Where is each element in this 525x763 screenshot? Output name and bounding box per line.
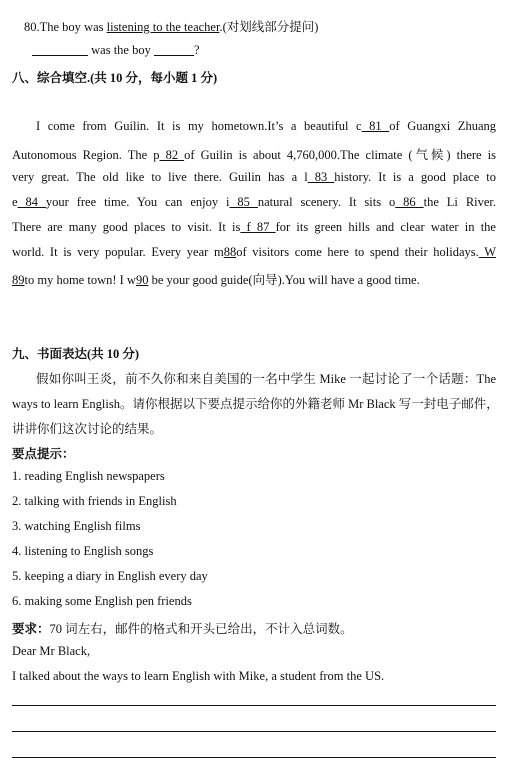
prompt-line-3: 讲讲你们这次讨论的结果。 — [12, 422, 163, 436]
cloze-blank-81[interactable]: 81 — [361, 119, 390, 133]
writing-line[interactable] — [12, 757, 496, 758]
cloze-line-7: 89to my home town! I w90 be your good guide(向导).You will have a good time. — [12, 273, 420, 287]
cloze-line-3: very great. The old like to live there. Guilin has a l 83 history. It is a good place to — [12, 170, 496, 184]
point-item: 4. listening to English songs — [12, 544, 154, 558]
cloze-blank-90[interactable]: 90 — [135, 273, 149, 287]
cloze-blank-84[interactable]: 84 — [17, 195, 46, 209]
points-label: 要点提示： — [12, 447, 75, 461]
cloze-blank-89[interactable]: 89 — [12, 273, 25, 287]
writing-line[interactable] — [12, 705, 496, 706]
cloze-blank-82[interactable]: 82 — [159, 148, 185, 162]
section-9-title: 九、书面表达(共 10 分) — [12, 347, 140, 361]
point-item: 6. making some English pen friends — [12, 594, 192, 608]
cloze-blank-85[interactable]: 85 — [229, 195, 258, 209]
cloze-blank-88[interactable]: 88 — [223, 245, 237, 259]
q80-prefix: 80.The boy was — [24, 20, 107, 34]
requirement-label: 要求： — [12, 622, 50, 636]
point-item: 2. talking with friends in English — [12, 494, 177, 508]
cloze-blank-86[interactable]: 86 — [395, 195, 424, 209]
cloze-line-5: There are many good places to visit. It is f 87 for its green hills and clear water in the — [12, 220, 496, 234]
cloze-blank-83[interactable]: 83 — [307, 170, 335, 184]
cloze-line-6: world. It is very popular. Every year m88of visitors come here to spend their holidays. W — [12, 245, 496, 259]
writing-line[interactable] — [12, 731, 496, 732]
cloze-blank-87[interactable]: f 87 — [240, 220, 276, 234]
point-item: 1. reading English newspapers — [12, 469, 165, 483]
opening-sentence: I talked about the ways to learn English with Mike, a student from the US. — [12, 669, 385, 683]
question-80 — [24, 17, 318, 35]
salutation: Dear Mr Black, — [12, 644, 91, 658]
q80-underlined: listening to the teacher — [106, 20, 220, 34]
point-item: 5. keeping a diary in English every day — [12, 569, 208, 583]
q80-answer-a: was the boy — [88, 43, 154, 57]
cloze-line-2: Autonomous Region. The p 82 of Guilin is about 4,760,000.The climate (气候) there is — [12, 148, 496, 162]
point-item: 3. watching English films — [12, 519, 141, 533]
q80-suffix: .(对划线部分提问) — [219, 20, 319, 34]
question-80-answer — [32, 43, 200, 58]
section-8-title: 八、综合填空.(共 10 分，每小题 1 分) — [12, 71, 218, 85]
answer-blank[interactable] — [32, 43, 88, 56]
q80-answer-end: ? — [193, 43, 200, 57]
requirement — [12, 619, 353, 637]
cloze-line-1: I come from Guilin. It is my hometown.It’s a beautiful c 81 of Guangxi Zhuang — [36, 119, 496, 133]
prompt-line-1: 假如你叫王炎，前不久你和来自美国的一名中学生 Mike 一起讨论了一个话题：The — [36, 372, 496, 386]
cloze-line-4: e 84 your free time. You can enjoy i 85 natural scenery. It sits o 86 the Li River. — [12, 195, 497, 209]
answer-blank[interactable] — [154, 43, 194, 56]
requirement-text: 70 词左右，邮件的格式和开头已给出，不计入总词数。 — [49, 622, 353, 636]
prompt-line-2: ways to learn English。请你根据以下要点提示给你的外籍老师 Mr Black 写一封电子邮件， — [12, 397, 499, 411]
